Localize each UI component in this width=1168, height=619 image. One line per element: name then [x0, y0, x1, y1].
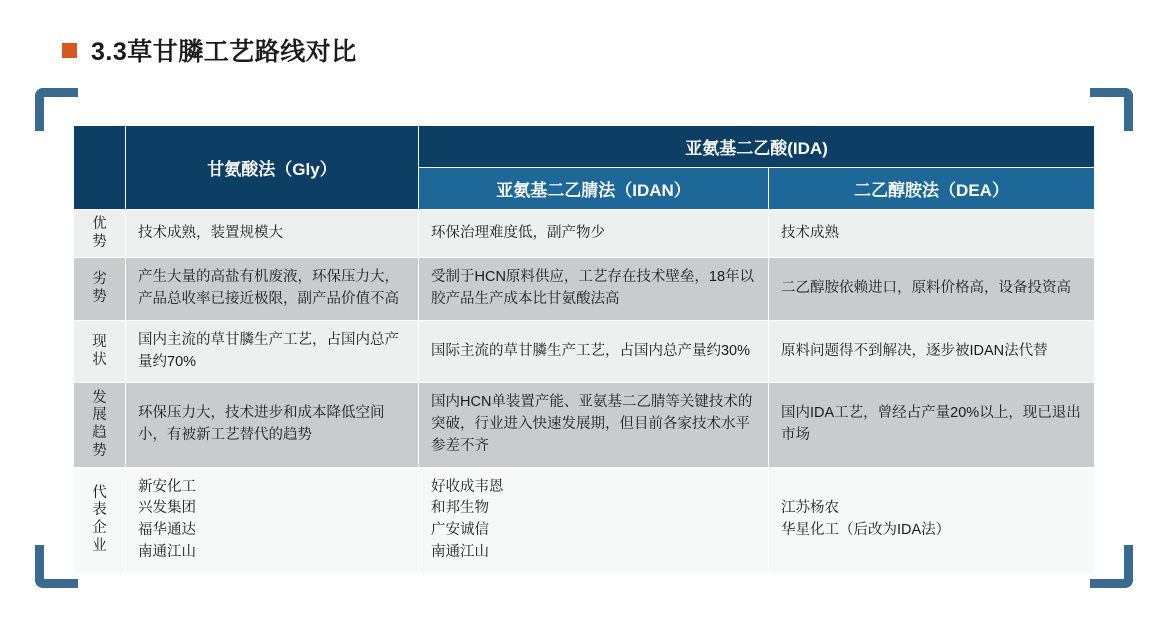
- row-label-trend: 发 展 趋 势: [74, 383, 126, 467]
- cell-disadvantage-gly: 产生大量的高盐有机废液，环保压力大，产品总收率已接近极限，副产品价值不高: [126, 258, 419, 321]
- cell-trend-idan: 国内HCN单装置产能、亚氨基二乙腈等关键技术的突破，行业进入快速发展期，但目前各家技术水平参差不齐: [419, 383, 769, 467]
- bullet-square-icon: [62, 43, 77, 58]
- corner-bracket-bottom-right-icon: [1090, 545, 1133, 588]
- cell-advantage-idan: 环保治理难度低，副产物少: [419, 210, 769, 258]
- comparison-table-wrapper: [73, 125, 1094, 574]
- cell-companies-gly: 新安化工 兴发集团 福华通达 南通江山: [126, 467, 419, 573]
- row-label-status: 现 状: [74, 320, 126, 383]
- cell-disadvantage-dea: 二乙醇胺依赖进口，原料价格高，设备投资高: [769, 258, 1095, 321]
- header-group-ida: 亚氨基二乙酸(IDA): [419, 126, 1095, 168]
- cell-status-idan: 国际主流的草甘膦生产工艺，占国内总产量约30%: [419, 320, 769, 383]
- cell-companies-idan: 好收成韦恩 和邦生物 广安诚信 南通江山: [419, 467, 769, 573]
- table-body: [74, 210, 1095, 574]
- table-header: [74, 126, 1095, 210]
- content-frame: [35, 88, 1133, 588]
- cell-companies-dea: 江苏杨农 华星化工（后改为IDA法）: [769, 467, 1095, 573]
- cell-advantage-dea: 技术成熟: [769, 210, 1095, 258]
- header-corner-blank: [74, 126, 126, 210]
- table-row: [74, 210, 1095, 258]
- header-col-idan: 亚氨基二乙腈法（IDAN）: [419, 168, 769, 210]
- corner-bracket-top-left-icon: [35, 88, 78, 131]
- table-header-row-1: [74, 126, 1095, 168]
- table-row: [74, 320, 1095, 383]
- row-label-advantage: 优 势: [74, 210, 126, 258]
- cell-status-dea: 原料问题得不到解决，逐步被IDAN法代替: [769, 320, 1095, 383]
- row-label-companies: 代 表 企 业: [74, 467, 126, 573]
- table-row: [74, 467, 1095, 573]
- row-label-disadvantage: 劣 势: [74, 258, 126, 321]
- page-title: 3.3草甘膦工艺路线对比: [91, 38, 357, 66]
- cell-disadvantage-idan: 受制于HCN原料供应，工艺存在技术壁垒，18年以胶产品生产成本比甘氨酸法高: [419, 258, 769, 321]
- cell-trend-gly: 环保压力大，技术进步和成本降低空间小，有被新工艺替代的趋势: [126, 383, 419, 467]
- cell-trend-dea: 国内IDA工艺，曾经占产量20%以上，现已退出市场: [769, 383, 1095, 467]
- corner-bracket-bottom-left-icon: [35, 545, 78, 588]
- header-col-gly: 甘氨酸法（Gly）: [126, 126, 419, 210]
- table-row: [74, 383, 1095, 467]
- header-col-dea: 二乙醇胺法（DEA）: [769, 168, 1095, 210]
- corner-bracket-top-right-icon: [1090, 88, 1133, 131]
- table-row: [74, 258, 1095, 321]
- comparison-table: [73, 125, 1095, 574]
- cell-advantage-gly: 技术成熟，装置规模大: [126, 210, 419, 258]
- cell-status-gly: 国内主流的草甘膦生产工艺，占国内总产量约70%: [126, 320, 419, 383]
- slide-title: [62, 32, 357, 68]
